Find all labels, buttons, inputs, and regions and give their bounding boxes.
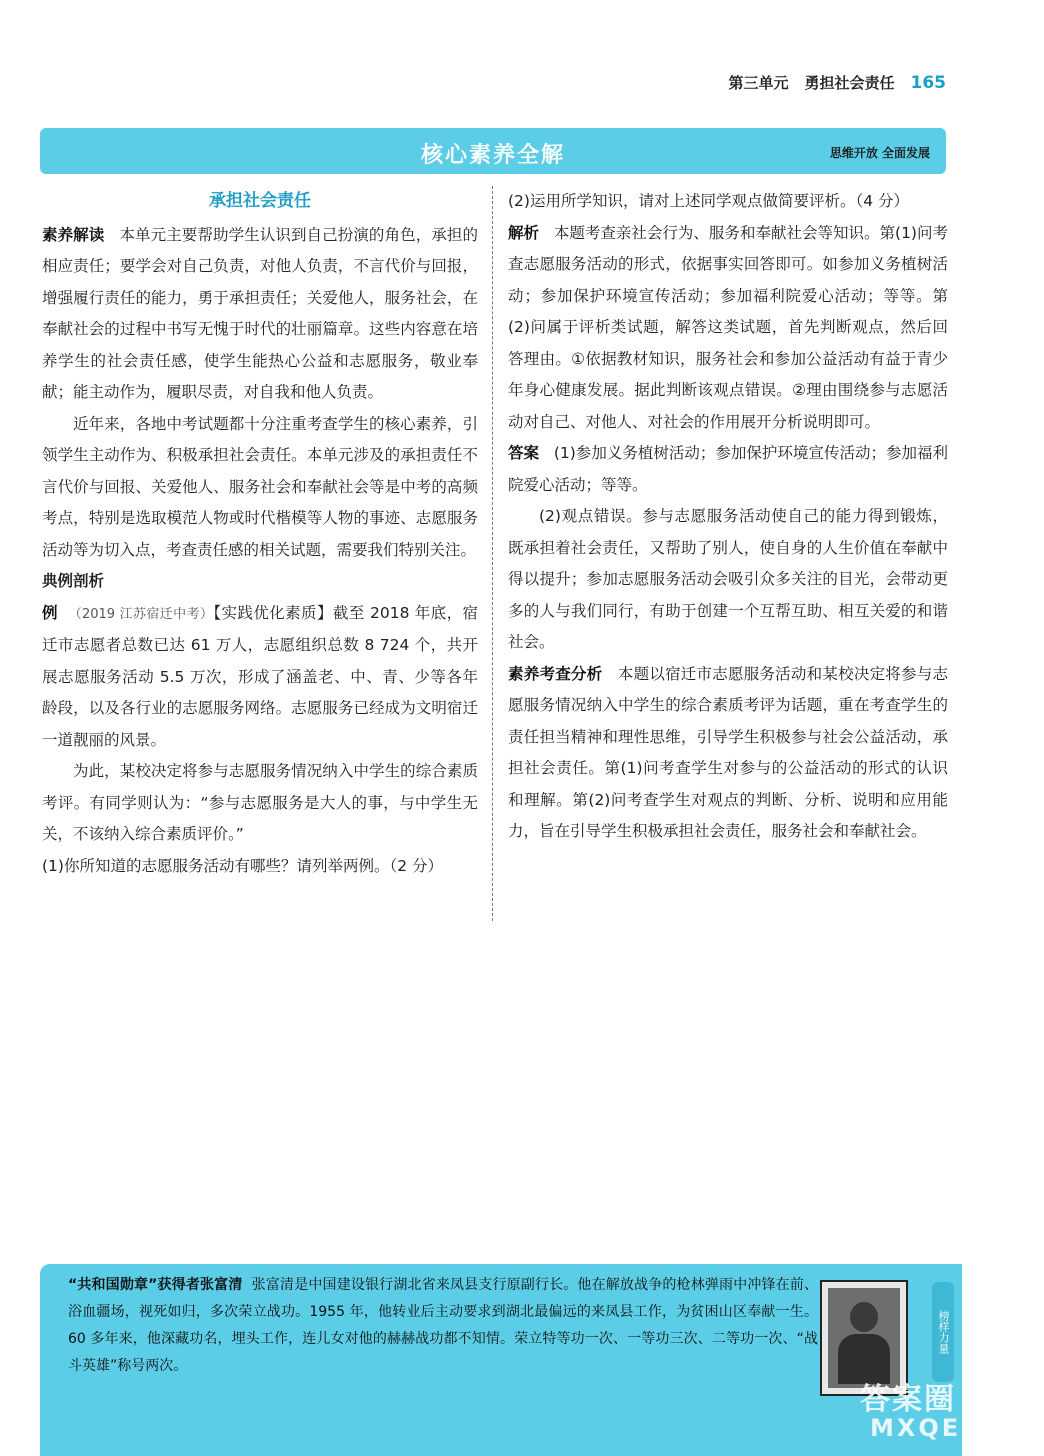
unit-title: 勇担社会责任 bbox=[804, 74, 895, 92]
watermark-url: MXQE.COM bbox=[870, 1414, 1044, 1442]
unit-label: 第三单元 bbox=[728, 74, 789, 92]
left-column bbox=[42, 186, 478, 882]
role-model-title: “共和国勋章”获得者张富清 bbox=[68, 1277, 243, 1293]
example-source: （2019 江苏宿迁中考） bbox=[68, 606, 214, 622]
page-number: 165 bbox=[910, 72, 946, 93]
role-model-box bbox=[40, 1264, 1044, 1456]
example-label: 例 bbox=[42, 603, 58, 622]
side-tab: 榜样力量 bbox=[932, 1282, 954, 1382]
literacy-text: 本单元主要帮助学生认识到自己扮演的角色，承担的相应责任；要学会对自己负责，对他人负责，不言代价与回报，增强履行责任的能力，勇于承担责任；关爱他人，服务社会，在奉献社会的过程中书写无愧于时代的壮丽篇章。这些内容意在培养学生的社会责任感，使学生能热心公益和志愿服务，敬业奉献；能主动作为，履职尽责，对自我和他人负责。 bbox=[42, 225, 478, 401]
banner-title: 核心素养全解 bbox=[420, 143, 565, 168]
question-2: (2)运用所学知识，请对上述同学观点做简要评析。（4 分） bbox=[508, 192, 909, 210]
analysis-text: 本题考查亲社会行为、服务和奉献社会等知识。第(1)问考查志愿服务活动的形式，依据事实回答即可。如参加义务植树活动；参加保护环境宣传活动；参加福利院爱心活动；等等。第(2)问属于评析类试题，解答这类试题，首先判断观点，然后回答理由。①依据教材知识，服务社会和参加公益活动有益于青少年身心健康发展。据此判断该观点错误。②理由围绕参与志愿活动对自己、对他人、对社会的作用展开分析说明即可。 bbox=[508, 223, 948, 431]
answer-paragraph bbox=[508, 438, 948, 501]
review-text: 本题以宿迁市志愿服务活动和某校决定将参与志愿服务情况纳入中学生的综合素质考评为话题，重在考查学生的责任担当精神和理性思维，引导学生积极参与社会公益活动，承担社会责任。第(1)问考查学生对参与的公益活动的形式的认识和理解。第(2)问考查学生对观点的判断、分析、说明和应用能力，旨在引导学生积极承担社会责任，服务社会和奉献社会。 bbox=[508, 664, 948, 840]
watermark-logo: 答案圈 bbox=[860, 1382, 956, 1417]
role-model-text bbox=[68, 1272, 818, 1380]
review-label: 素养考查分析 bbox=[508, 664, 603, 683]
intro-paragraph: 近年来，各地中考试题都十分注重考查学生的核心素养，引领学生主动作为、积极承担社会责任。本单元涉及的承担责任不言代价与回报、关爱他人、服务社会和奉献社会等是中考的高频考点，特别是选取模范人物或时代楷模等人物的事迹、志愿服务活动等为切入点，考查责任感的相关试题，需要我们特别关注。 bbox=[42, 414, 478, 559]
portrait-head-shape bbox=[850, 1302, 878, 1332]
example-text: 截至 2018 年底，宿迁市志愿者总数已达 61 万人，志愿组织总数 8 724 个，共开展志愿服务活动 5.5 万次，形成了涵盖老、中、青、少等各年龄段，以及各行业的志愿服务网络。志愿服务已经成为文明宿迁一道靓丽的风景。 bbox=[42, 603, 478, 749]
example-heading: 典例剖析 bbox=[42, 572, 105, 590]
literacy-paragraph bbox=[42, 220, 478, 409]
banner-slogan: 思维开放 全面发展 bbox=[829, 146, 930, 160]
answer-1: (1)参加义务植树活动；参加保护环境宣传活动；参加福利院爱心活动；等等。 bbox=[508, 444, 948, 494]
question-1: (1)你所知道的志愿服务活动有哪些？请列举两例。（2 分） bbox=[42, 856, 443, 875]
right-column bbox=[508, 186, 948, 848]
example-tag: 【实践优化素质】 bbox=[213, 603, 333, 622]
analysis-label: 解析 bbox=[508, 223, 540, 242]
answer-label: 答案 bbox=[508, 444, 540, 462]
portrait-image bbox=[828, 1288, 900, 1388]
section-title: 承担社会责任 bbox=[209, 191, 311, 211]
example-paragraph-2: 为此，某校决定将参与志愿服务情况纳入中学生的综合素质考评。有同学则认为：“参与志愿服务是大人的事，与中学生无关，不该纳入综合素质评价。” bbox=[42, 762, 478, 843]
example-paragraph bbox=[42, 598, 478, 757]
analysis-paragraph bbox=[508, 218, 948, 439]
literacy-label: 素养解读 bbox=[42, 225, 105, 244]
role-model-body: 张富清是中国建设银行湖北省来凤县支行原副行长。他在解放战争的枪林弹雨中冲锋在前、浴血疆场，视死如归，多次荣立战功。1955 年，他转业后主动要求到湖北最偏远的来凤县工作，为贫困山区奉献一生。60 多年来，他深藏功名，埋头工作，连儿女对他的赫赫战功都不知情。荣立特等功一次、一等功三次、二等功一次、“战斗英雄”称号两次。 bbox=[68, 1277, 819, 1374]
review-paragraph bbox=[508, 659, 948, 848]
page-header bbox=[728, 72, 946, 93]
column-divider bbox=[492, 186, 493, 921]
section-banner bbox=[40, 128, 946, 174]
answer-2: (2)观点错误。参与志愿服务活动使自己的能力得到锻炼，既承担着社会责任，又帮助了别人，使自身的人生价值在奉献中得以提升；参加志愿服务活动会吸引众多关注的目光，会带动更多的人与我们同行，有助于创建一个互帮互助、相互关爱的和谐社会。 bbox=[508, 507, 948, 651]
